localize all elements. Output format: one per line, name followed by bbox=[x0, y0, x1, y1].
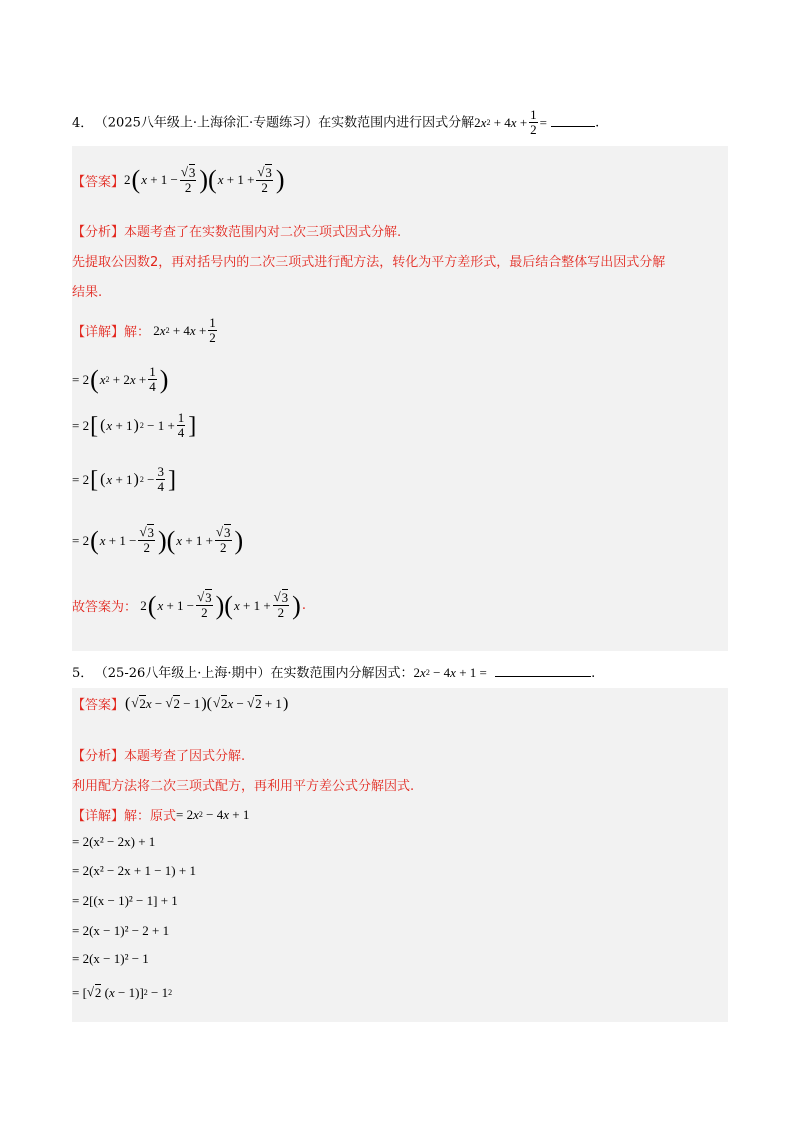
derivation-step: = 2 [ ( x + 1 ) 2 − 1 + $\frac{1}{4}$ ] bbox=[72, 410, 197, 440]
answer-expression: 2 ( x + 1 − √ $\frac{3}{2}$ )( x + 1 + √ $\frac{3}{2}$ ) bbox=[124, 166, 286, 195]
derivation-step: = 2 ( x 2 + 2 x + $\frac{1}{4}$ ) bbox=[72, 364, 169, 394]
analysis-row bbox=[72, 221, 401, 240]
analysis-line: 利用配方法将二次三项式配方，再利用平方差公式分解因式. bbox=[72, 779, 415, 794]
answer-label: 【答案】 bbox=[72, 698, 125, 713]
question-4-stem: 4． （2025八年级上·上海徐汇·专题练习）在实数范围内进行因式分解2 x 2 + 4 x + $\frac{1}{2}$ = . bbox=[72, 107, 600, 137]
question-source: （25-26八年级上·上海·期中） bbox=[101, 666, 271, 681]
detail-row: 【详解】 解： 2 x 2 + 4 x + $\frac{1}{2}$ bbox=[72, 316, 219, 345]
derivation-step: = 2(x² − 2x) + 1 bbox=[72, 834, 156, 849]
question-number: 5． bbox=[72, 666, 94, 681]
analysis-line: 结果. bbox=[72, 285, 103, 300]
detail-expression: = 2 x 2 − 4 x + 1 bbox=[176, 806, 250, 822]
question-number: 4． bbox=[72, 115, 94, 131]
answer-label: 【答案】 bbox=[72, 174, 125, 190]
derivation-step: = [ √ 2 ( x − 1)] 2 − 1 2 bbox=[72, 985, 172, 1001]
final-answer-row: 故答案为： 2 ( x + 1 − √ $\frac{3}{2}$ )( x + 1 + √ $\frac{3}{2}$ ) . bbox=[72, 591, 306, 620]
analysis-line: 先提取公因数2，再对括号内的二次三项式进行配方法，转化为平方差形式，最后结合整体写出因式分解 bbox=[72, 255, 666, 270]
derivation-step: = 2 ( x + 1 − √ $\frac{3}{2}$ )( x + 1 + √ $\frac{3}{2}$ ) bbox=[72, 526, 244, 555]
question-expression: 2 x 2 − 4 x + 1 = bbox=[413, 665, 487, 680]
question-5-solution-panel bbox=[72, 688, 728, 1022]
final-label: 故答案为： bbox=[72, 600, 138, 615]
analysis-row bbox=[72, 745, 245, 764]
derivation-step: = 2[(x − 1)² − 1] + 1 bbox=[72, 893, 178, 908]
derivation-step: = 2 [ ( x + 1 ) 2 − $\frac{3}{4}$ ] bbox=[72, 464, 176, 494]
answer-row bbox=[72, 166, 286, 194]
analysis-text: 本题考查了在实数范围内对二次三项式因式分解. bbox=[124, 225, 402, 240]
answer-blank bbox=[551, 126, 595, 127]
question-text: 在实数范围内进行因式分解 bbox=[318, 115, 475, 131]
analysis-label: 【分析】 bbox=[72, 225, 125, 240]
answer-blank bbox=[495, 676, 591, 677]
analysis-text: 本题考查了因式分解. bbox=[124, 749, 246, 764]
question-source: （2025八年级上·上海徐汇·专题练习） bbox=[101, 115, 319, 131]
analysis-label: 【分析】 bbox=[72, 749, 125, 764]
question-text: 在实数范围内分解因式： bbox=[270, 666, 414, 681]
question-expression: 2 x 2 + 4 x + $\frac{1}{2}$ = bbox=[474, 107, 547, 137]
answer-row bbox=[72, 694, 289, 713]
question-5-stem: 5． （25-26八年级上·上海·期中）在实数范围内分解因式：2 x 2 − 4 x + 1 = . bbox=[72, 665, 596, 681]
detail-label: 【详解】 bbox=[72, 809, 125, 824]
detail-label: 【详解】 bbox=[72, 325, 125, 340]
detail-row: 【详解】 解：原式 = 2 x 2 − 4 x + 1 bbox=[72, 806, 250, 824]
final-expression: 2 ( x + 1 − √ $\frac{3}{2}$ )( x + 1 + √ $\frac{3}{2}$ ) bbox=[137, 591, 302, 620]
question-4-solution-panel bbox=[72, 146, 728, 651]
derivation-step: = 2(x − 1)² − 1 bbox=[72, 951, 149, 966]
derivation-step: = 2(x² − 2x + 1 − 1) + 1 bbox=[72, 863, 196, 878]
detail-expression: 2 x 2 + 4 x + $\frac{1}{2}$ bbox=[150, 315, 216, 345]
derivation-step: = 2(x − 1)² − 2 + 1 bbox=[72, 923, 170, 938]
answer-expression: ( √ 2 x − √ 2 − 1 )( √ 2 x − √ 2 + 1 ) bbox=[124, 695, 289, 713]
